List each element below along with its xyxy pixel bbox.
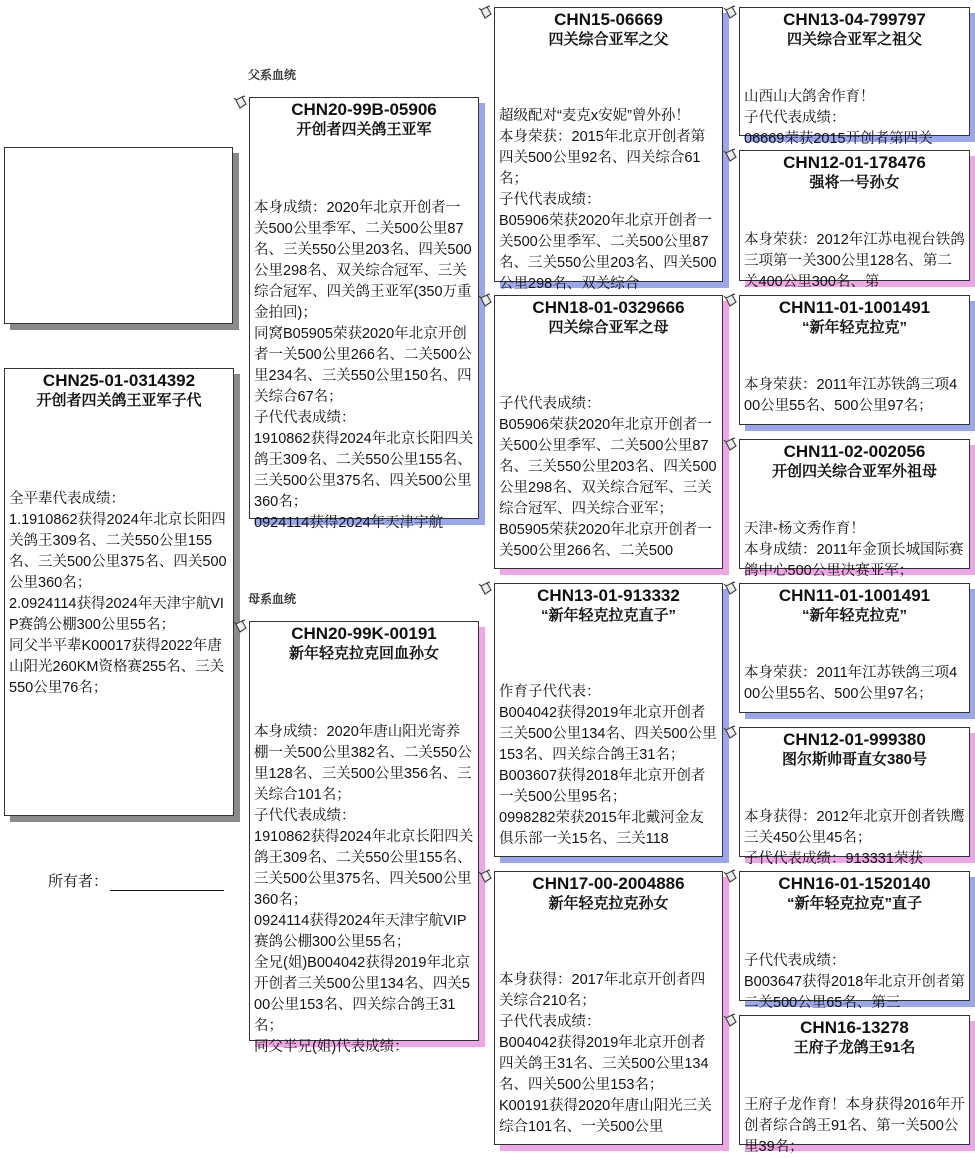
bird-title: 图尔斯帅哥直女380号 [781, 751, 928, 768]
ring-number: CHN13-01-913332 [537, 586, 680, 605]
pedigree-box-dam-dam[interactable] [494, 871, 723, 1145]
bird-title: “新年轻克拉克” [801, 607, 907, 624]
ring-number: CHN16-13278 [800, 1018, 909, 1037]
pedigree-box-ss-dam[interactable] [739, 150, 970, 290]
ring-number: CHN12-01-999380 [783, 730, 926, 749]
paperclip-icon[interactable] [478, 581, 494, 597]
ring-number: CHN20-99K-00191 [291, 624, 437, 643]
bird-record: 本身成绩：2020年唐山阳光寄养棚一关500公里382名、二关550公里128名、三关500公里356名、三关综合101名； 子代代表成绩： 1910862获得2024年北京长阳四关鸽王309名、二关550公里155名、三关500公里375名、四关500公里360名； 0924114获得2024年天津宇航VIP赛鸽公棚300公里55名； 全兄(姐)B004042获得2019年北京开创者三关500公里134名、四关500公里153名、四关综合鸽王31名； 同父半兄(姐)代表成绩： [254, 724, 474, 1055]
paperclip-icon[interactable] [723, 581, 739, 597]
pedigree-box-ss-sire[interactable] [739, 7, 970, 147]
paperclip-icon[interactable] [478, 293, 494, 309]
paperclip-icon[interactable] [478, 5, 494, 21]
pedigree-box-sd-dam[interactable] [739, 439, 970, 579]
bird-record: 天津-杨文秀作育！ 本身成绩：2011年金顶长城国际赛鸽中心500公里决赛亚军； [744, 521, 964, 579]
ring-number: CHN11-01-1001491 [778, 586, 931, 605]
paperclip-icon[interactable] [723, 5, 739, 21]
ring-number: CHN17-00-2004886 [532, 874, 685, 893]
bird-title: 四关综合亚军之父 [548, 31, 669, 48]
pedigree-box-sire-sire[interactable] [494, 7, 723, 292]
bird-record: 超级配对“麦克x安妮”曾外孙！ 本身荣获：2015年北京开创者第四关500公里92名、四关综合61名； 子代代表成绩： B05906荣获2020年北京开创者一关500公里季军、二关500公里87名、三关550公里203名、四关500公里298名、双关综合 [499, 108, 717, 292]
pedigree-box-dam[interactable] [249, 621, 479, 1055]
bird-title: “新年轻克拉克直子” [540, 607, 676, 624]
paperclip-icon[interactable] [723, 437, 739, 453]
bird-title: 开创者四关鸽王亚军 [296, 121, 432, 138]
bird-title: 新年轻克拉克回血孙女 [288, 645, 439, 662]
bird-title: 开创者四关鸽王亚军子代 [36, 392, 202, 409]
paperclip-icon[interactable] [478, 869, 494, 885]
photo-placeholder [4, 147, 233, 324]
pedigree-box-subject[interactable] [4, 368, 234, 816]
bird-title: 开创四关综合亚军外祖母 [771, 463, 937, 480]
bird-title: 四关综合亚军之母 [548, 319, 669, 336]
pedigree-box-dam-sire[interactable] [494, 583, 723, 857]
pedigree-box-sd-sire[interactable] [739, 295, 970, 425]
bird-record: 全平辈代表成绩： 1.1910862获得2024年北京长阳四关鸽王309名、二关550公里155名、三关500公里375名、四关500公里360名； 2.0924114获得2024年天津宇航VIP赛鸽公棚300公里55名； 同父半平辈K00017获得2022年唐山阳光260KM资格赛255名、三关550公里76名； [9, 491, 227, 696]
paperclip-icon[interactable] [723, 1013, 739, 1029]
bird-record: 子代代表成绩： B05906荣获2020年北京开创者一关500公里季军、二关500公里87名、三关550公里203名、四关500公里298名、双关综合冠军、三关综合冠军、四关综合亚军； B05905荣获2020年北京开创者一关500公里266名、二关500 [499, 396, 717, 559]
ring-number: CHN12-01-178476 [783, 153, 926, 172]
ring-number: CHN25-01-0314392 [42, 371, 196, 390]
ring-number: CHN11-02-002056 [783, 442, 926, 461]
paperclip-icon[interactable] [723, 869, 739, 885]
paperclip-icon[interactable] [723, 725, 739, 741]
bird-record: 本身荣获：2011年江苏铁鸽三项400公里55名、500公里97名； [744, 665, 958, 702]
bird-record: 山西山大鸽舍作育！ 子代代表成绩： 06669荣获2015开创者第四关 [744, 89, 933, 147]
pedigree-box-dd-dam[interactable] [739, 1015, 970, 1155]
bird-title: 王府子龙鸽王91名 [793, 1039, 916, 1056]
sire-line-label: 父系血统 [248, 68, 297, 82]
pedigree-box-sire[interactable] [249, 97, 479, 531]
ring-number: CHN16-01-1520140 [778, 874, 931, 893]
ring-number: CHN13-04-799797 [783, 10, 926, 29]
dam-line-label: 母系血统 [248, 592, 297, 606]
paperclip-icon[interactable] [233, 619, 249, 635]
bird-title: “新年轻克拉克”直子 [786, 895, 922, 912]
pedigree-box-ds-dam[interactable] [739, 727, 970, 867]
owner-field [48, 870, 224, 891]
paperclip-icon[interactable] [723, 293, 739, 309]
bird-title: 新年轻克拉克孙女 [548, 895, 669, 912]
bird-record: 本身获得：2017年北京开创者四关综合210名； 子代代表成绩： B004042获得2019年北京开创者四关鸽王31名、三关500公里134名、四关500公里153名； K00191获得2020年唐山阳光三关综合101名、一关500公里 [499, 972, 712, 1135]
bird-title: 四关综合亚军之祖父 [786, 31, 922, 48]
ring-number: CHN15-06669 [554, 10, 663, 29]
bird-record: 作育子代代表： B004042获得2019年北京开创者三关500公里134名、四关500公里153名、四关综合鸽王31名； B003607获得2018年北京开创者一关500公里95名； 0998282荣获2015年北戴河金友俱乐部一关15名、三关118 [499, 684, 717, 847]
bird-record: 本身成绩：2020年北京开创者一关500公里季军、二关500公里87名、三关550公里203名、四关500公里298名、双关综合冠军、三关综合冠军、四关鸽王亚军(350万重金拍回)； 同窝B05905荣获2020年北京开创者一关500公里266名、二关500公里234名、三关550公里150名、四关综合67名； 子代代表成绩： 1910862获得2024年北京长阳四关鸽王309名、二关550公里155名、三关500公里375名、四关500公里360名； 0924114获得2024年天津宇航 [254, 200, 474, 531]
pedigree-box-dd-sire[interactable] [739, 871, 970, 1011]
ring-number: CHN20-99B-05906 [291, 100, 437, 119]
owner-label: 所有者： [48, 873, 109, 890]
bird-title: “新年轻克拉克” [801, 319, 907, 336]
paperclip-icon[interactable] [723, 148, 739, 164]
ring-number: CHN18-01-0329666 [532, 298, 685, 317]
bird-title: 强将一号孙女 [809, 174, 900, 191]
bird-record: 王府子龙作育！本身获得2016年开创者综合鸽王91名、第一关500公里39名； [744, 1097, 965, 1155]
ring-number: CHN11-01-1001491 [778, 298, 931, 317]
pedigree-box-ds-sire[interactable] [739, 583, 970, 713]
bird-record: 子代代表成绩： B003647获得2018年北京开创者第二关500公里65名、第三 [744, 953, 965, 1011]
owner-input-line[interactable] [110, 874, 224, 891]
paperclip-icon[interactable] [233, 95, 249, 111]
pedigree-box-sire-dam[interactable] [494, 295, 723, 569]
bird-record: 本身荣获：2012年江苏电视台铁鸽三项第一关300公里128名、第二关400公里300名、第 [744, 232, 965, 290]
bird-record: 本身获得：2012年北京开创者铁鹰三关450公里45名； 子代代表成绩：913331荣获 [744, 809, 965, 867]
bird-record: 本身荣获：2011年江苏铁鸽三项400公里55名、500公里97名； [744, 377, 958, 414]
